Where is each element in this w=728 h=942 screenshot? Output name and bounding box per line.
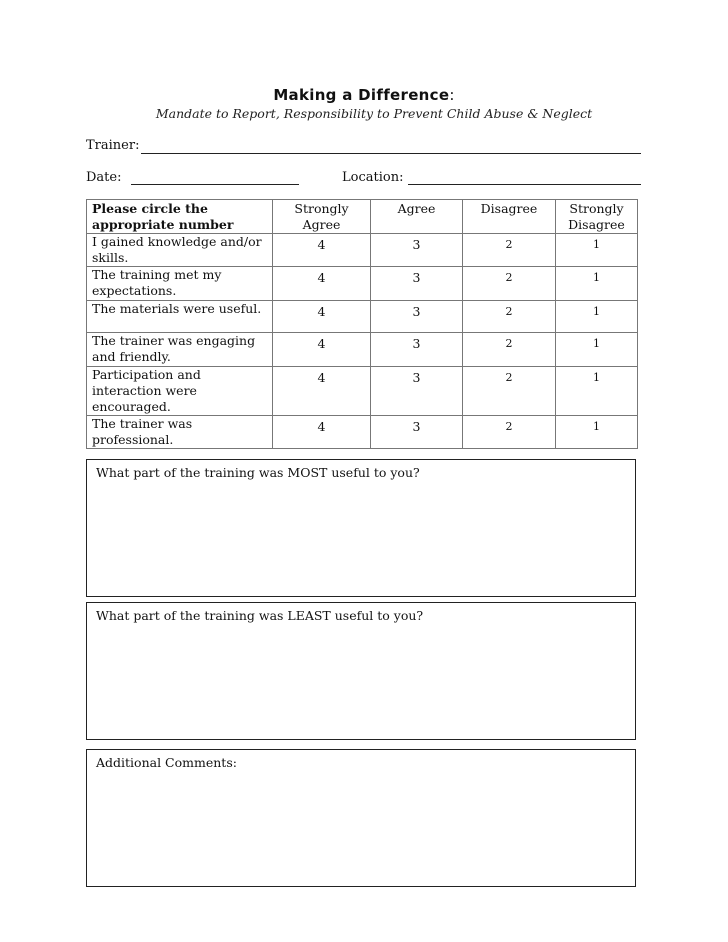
rating-agree[interactable]: 3 <box>371 301 463 333</box>
rating-agree[interactable]: 3 <box>371 416 463 449</box>
rating-strongly-agree[interactable]: 4 <box>273 301 371 333</box>
rating-strongly-agree[interactable]: 4 <box>273 367 371 416</box>
form-title-colon: : <box>449 86 455 104</box>
trainer-field[interactable] <box>141 153 641 154</box>
rating-strongly-agree[interactable]: 4 <box>273 267 371 301</box>
rating-strongly-disagree[interactable]: 1 <box>556 416 638 449</box>
rating-row <box>87 301 638 333</box>
trainer-label: Trainer: <box>86 138 140 153</box>
statement-cell: Participation and interaction were encouraged. <box>87 367 273 416</box>
rating-disagree[interactable]: 2 <box>463 416 556 449</box>
rating-strongly-disagree[interactable]: 1 <box>556 301 638 333</box>
date-field[interactable] <box>131 184 299 185</box>
rating-agree[interactable]: 3 <box>371 234 463 267</box>
rating-row <box>87 333 638 367</box>
least-useful-box[interactable] <box>86 602 636 740</box>
location-label: Location: <box>342 170 404 185</box>
statement-cell: The trainer was engaging and friendly. <box>87 333 273 367</box>
rating-row <box>87 267 638 301</box>
instruction-header: Please circle the appropriate number <box>87 200 273 234</box>
rating-agree[interactable]: 3 <box>371 333 463 367</box>
rating-row <box>87 367 638 416</box>
col-strongly-agree: Strongly Agree <box>273 200 371 234</box>
rating-row <box>87 234 638 267</box>
rating-strongly-agree[interactable]: 4 <box>273 333 371 367</box>
rating-header-row <box>87 200 638 234</box>
rating-agree[interactable]: 3 <box>371 367 463 416</box>
rating-row <box>87 416 638 449</box>
rating-strongly-disagree[interactable]: 1 <box>556 234 638 267</box>
rating-disagree[interactable]: 2 <box>463 234 556 267</box>
least-useful-question: What part of the training was LEAST useful to you? <box>96 608 424 623</box>
comments-box[interactable] <box>86 749 636 887</box>
statement-cell: The trainer was professional. <box>87 416 273 449</box>
form-title-text: Making a Difference <box>273 86 450 104</box>
col-agree: Agree <box>371 200 463 234</box>
date-label: Date: <box>86 170 122 185</box>
statement-cell: The materials were useful. <box>87 301 273 333</box>
statement-cell: The training met my expectations. <box>87 267 273 301</box>
statement-cell: I gained knowledge and/or skills. <box>87 234 273 267</box>
rating-strongly-disagree[interactable]: 1 <box>556 333 638 367</box>
comments-label: Additional Comments: <box>96 755 237 770</box>
most-useful-question: What part of the training was MOST useful to you? <box>96 465 420 480</box>
rating-strongly-agree[interactable]: 4 <box>273 234 371 267</box>
rating-strongly-disagree[interactable]: 1 <box>556 367 638 416</box>
rating-strongly-disagree[interactable]: 1 <box>556 267 638 301</box>
most-useful-box[interactable] <box>86 459 636 597</box>
rating-table <box>86 199 638 449</box>
rating-agree[interactable]: 3 <box>371 267 463 301</box>
rating-disagree[interactable]: 2 <box>463 301 556 333</box>
form-subtitle: Mandate to Report, Responsibility to Prevent Child Abuse & Neglect <box>155 106 593 121</box>
form-title <box>0 86 728 104</box>
rating-disagree[interactable]: 2 <box>463 267 556 301</box>
rating-disagree[interactable]: 2 <box>463 367 556 416</box>
col-disagree: Disagree <box>463 200 556 234</box>
rating-disagree[interactable]: 2 <box>463 333 556 367</box>
location-field[interactable] <box>408 184 641 185</box>
rating-strongly-agree[interactable]: 4 <box>273 416 371 449</box>
col-strongly-disagree: Strongly Disagree <box>556 200 638 234</box>
